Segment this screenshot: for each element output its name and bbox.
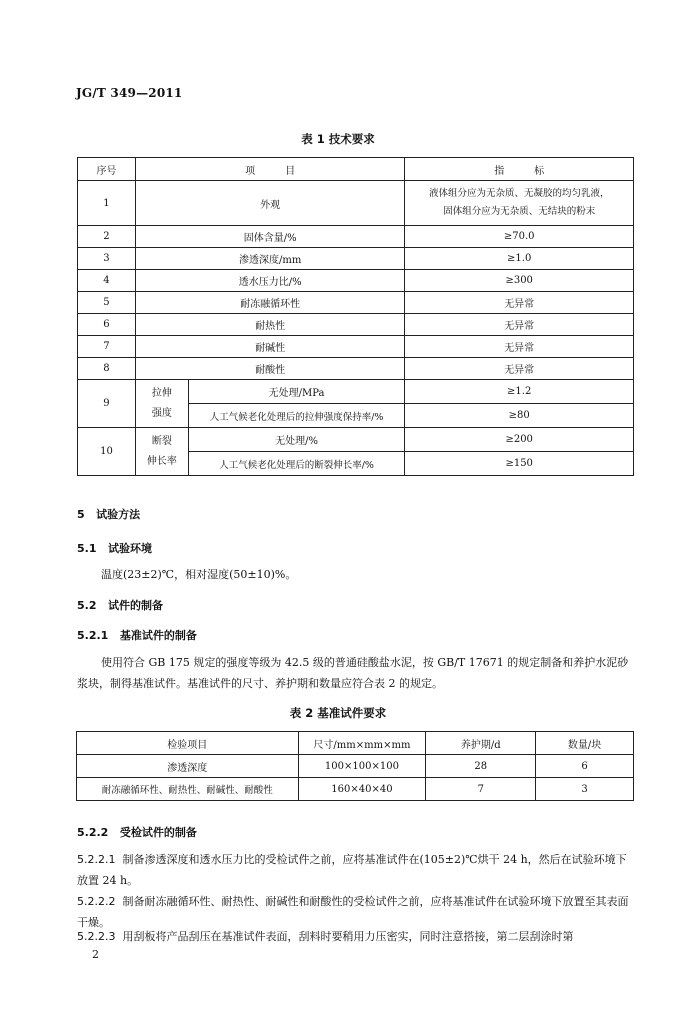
col-header: 尺寸/mm×mm×mm xyxy=(298,732,426,755)
table1-title: 表 1 技术要求 xyxy=(301,132,375,146)
row-no: 6 xyxy=(78,314,136,336)
group-label-line: 伸长率 xyxy=(146,455,177,467)
clause-number: 5.2.2.3 xyxy=(77,930,116,943)
row-spec: 无异常 xyxy=(405,358,634,380)
table-row xyxy=(78,358,634,380)
group-label-line: 拉伸 xyxy=(151,387,172,399)
row-spec: ≥150 xyxy=(405,452,634,476)
table-row xyxy=(78,428,634,452)
spec-line: 固体组分应为无杂质、无结块的粉末 xyxy=(443,206,596,217)
table-row xyxy=(77,755,634,778)
clause-number: 5.2.2.1 xyxy=(77,853,116,866)
section-title: 基准试件的制备 xyxy=(119,629,197,642)
row-no: 4 xyxy=(78,270,136,292)
section-number: 5 xyxy=(77,508,85,521)
row-size: 100×100×100 xyxy=(298,755,426,778)
paragraph-test-environment: 温度(23±2)℃，相对湿度(50±10)%。 xyxy=(101,568,297,581)
row-spec: ≥1.0 xyxy=(405,248,634,270)
standard-number-header: JG/T 349—2011 xyxy=(76,86,183,100)
row-spec xyxy=(405,181,634,226)
row-size: 160×40×40 xyxy=(298,778,426,801)
section-number: 5.2.2 xyxy=(77,826,109,839)
table2-title: 表 2 基准试件要求 xyxy=(289,706,387,720)
row-spec: ≥80 xyxy=(405,404,634,428)
col-header: 数量/块 xyxy=(536,732,634,755)
table-row xyxy=(78,380,634,404)
table-row xyxy=(78,292,634,314)
group-label-line: 强度 xyxy=(151,407,172,419)
row-item: 渗透深度/mm xyxy=(135,248,405,270)
row-item: 人工气候老化处理后的拉伸强度保持率/% xyxy=(188,404,405,428)
table-header-row xyxy=(78,158,634,181)
row-no: 10 xyxy=(78,428,136,476)
section-heading-5 xyxy=(77,506,140,522)
section-title: 受检试件的制备 xyxy=(119,826,197,839)
row-spec: ≥1.2 xyxy=(405,380,634,404)
section-heading-5-1 xyxy=(77,540,152,556)
row-no: 5 xyxy=(78,292,136,314)
row-item: 耐酸性 xyxy=(135,358,405,380)
col-header: 养护期/d xyxy=(426,732,536,755)
col-header-spec: 指 标 xyxy=(405,158,634,181)
row-spec: 无异常 xyxy=(405,292,634,314)
row-spec: ≥300 xyxy=(405,270,634,292)
clause-5-2-2-1 xyxy=(77,849,637,891)
row-item: 无处理/% xyxy=(188,428,405,452)
table-row xyxy=(78,336,634,358)
row-item: 渗透深度 xyxy=(77,755,299,778)
row-no: 1 xyxy=(78,181,136,226)
table-row xyxy=(78,270,634,292)
row-item: 无处理/MPa xyxy=(188,380,405,404)
section-heading-5-2-1 xyxy=(77,627,197,643)
table-header-row xyxy=(77,732,634,755)
col-header-no: 序号 xyxy=(78,158,136,181)
reference-specimen-table xyxy=(76,731,634,801)
col-header: 检验项目 xyxy=(77,732,299,755)
section-title: 试验方法 xyxy=(96,508,141,521)
row-group-label xyxy=(135,428,188,476)
row-item: 耐碱性 xyxy=(135,336,405,358)
row-no: 3 xyxy=(78,248,136,270)
row-qty: 3 xyxy=(536,778,634,801)
row-item: 透水压力比/% xyxy=(135,270,405,292)
table-row xyxy=(78,314,634,336)
row-spec: 无异常 xyxy=(405,336,634,358)
table-row xyxy=(78,226,634,248)
col-header-item: 项 目 xyxy=(135,158,405,181)
section-heading-5-2 xyxy=(77,597,163,613)
table-row xyxy=(78,181,634,226)
row-no: 9 xyxy=(78,380,136,428)
section-number: 5.2 xyxy=(77,599,97,612)
row-no: 7 xyxy=(78,336,136,358)
row-item: 固体含量/% xyxy=(135,226,405,248)
row-item: 耐冻融循环性 xyxy=(135,292,405,314)
row-item: 耐热性 xyxy=(135,314,405,336)
table-row xyxy=(77,778,634,801)
section-number: 5.1 xyxy=(77,542,97,555)
row-no: 2 xyxy=(78,226,136,248)
section-title: 试验环境 xyxy=(108,542,152,555)
section-number: 5.2.1 xyxy=(77,629,109,642)
clause-text: 制备耐冻融循环性、耐热性、耐碱性和耐酸性的受检试件之前，应将基准试件在试验环境下放置至其表面干燥。 xyxy=(77,895,629,929)
row-period: 28 xyxy=(426,755,536,778)
paragraph-reference-specimen: 使用符合 GB 175 规定的强度等级为 42.5 级的普通硅酸盐水泥，按 GB/T 17671 的规定制备和养护水泥砂浆块，制得基准试件。基准试件的尺寸、养护期和数量应符合表 2 的规定。 xyxy=(77,656,629,690)
row-item: 外观 xyxy=(135,181,405,226)
clause-text: 制备渗透深度和透水压力比的受检试件之前，应将基准试件在(105±2)℃烘干 24 h，然后在试验环境下放置 24 h。 xyxy=(77,853,627,887)
technical-requirements-table xyxy=(77,157,634,476)
row-spec: ≥200 xyxy=(405,428,634,452)
row-period: 7 xyxy=(426,778,536,801)
row-item: 耐冻融循环性、耐热性、耐碱性、耐酸性 xyxy=(77,778,299,801)
section-title: 试件的制备 xyxy=(108,599,163,612)
page-number: 2 xyxy=(92,948,99,961)
group-label-line: 断裂 xyxy=(151,435,172,447)
clause-5-2-2-3 xyxy=(77,926,637,947)
row-spec: ≥70.0 xyxy=(405,226,634,248)
clause-text: 用刮板将产品刮压在基准试件表面，刮料时要稍用力压密实，同时注意搭接，第二层刮涂时第 xyxy=(122,930,574,943)
row-no: 8 xyxy=(78,358,136,380)
row-item: 人工气候老化处理后的断裂伸长率/% xyxy=(188,452,405,476)
spec-line: 液体组分应为无杂质、无凝胶的均匀乳液， xyxy=(428,188,610,199)
section-heading-5-2-2 xyxy=(77,824,197,840)
row-qty: 6 xyxy=(536,755,634,778)
row-spec: 无异常 xyxy=(405,314,634,336)
clause-number: 5.2.2.2 xyxy=(77,895,116,908)
table-row xyxy=(78,248,634,270)
row-group-label xyxy=(135,380,188,428)
